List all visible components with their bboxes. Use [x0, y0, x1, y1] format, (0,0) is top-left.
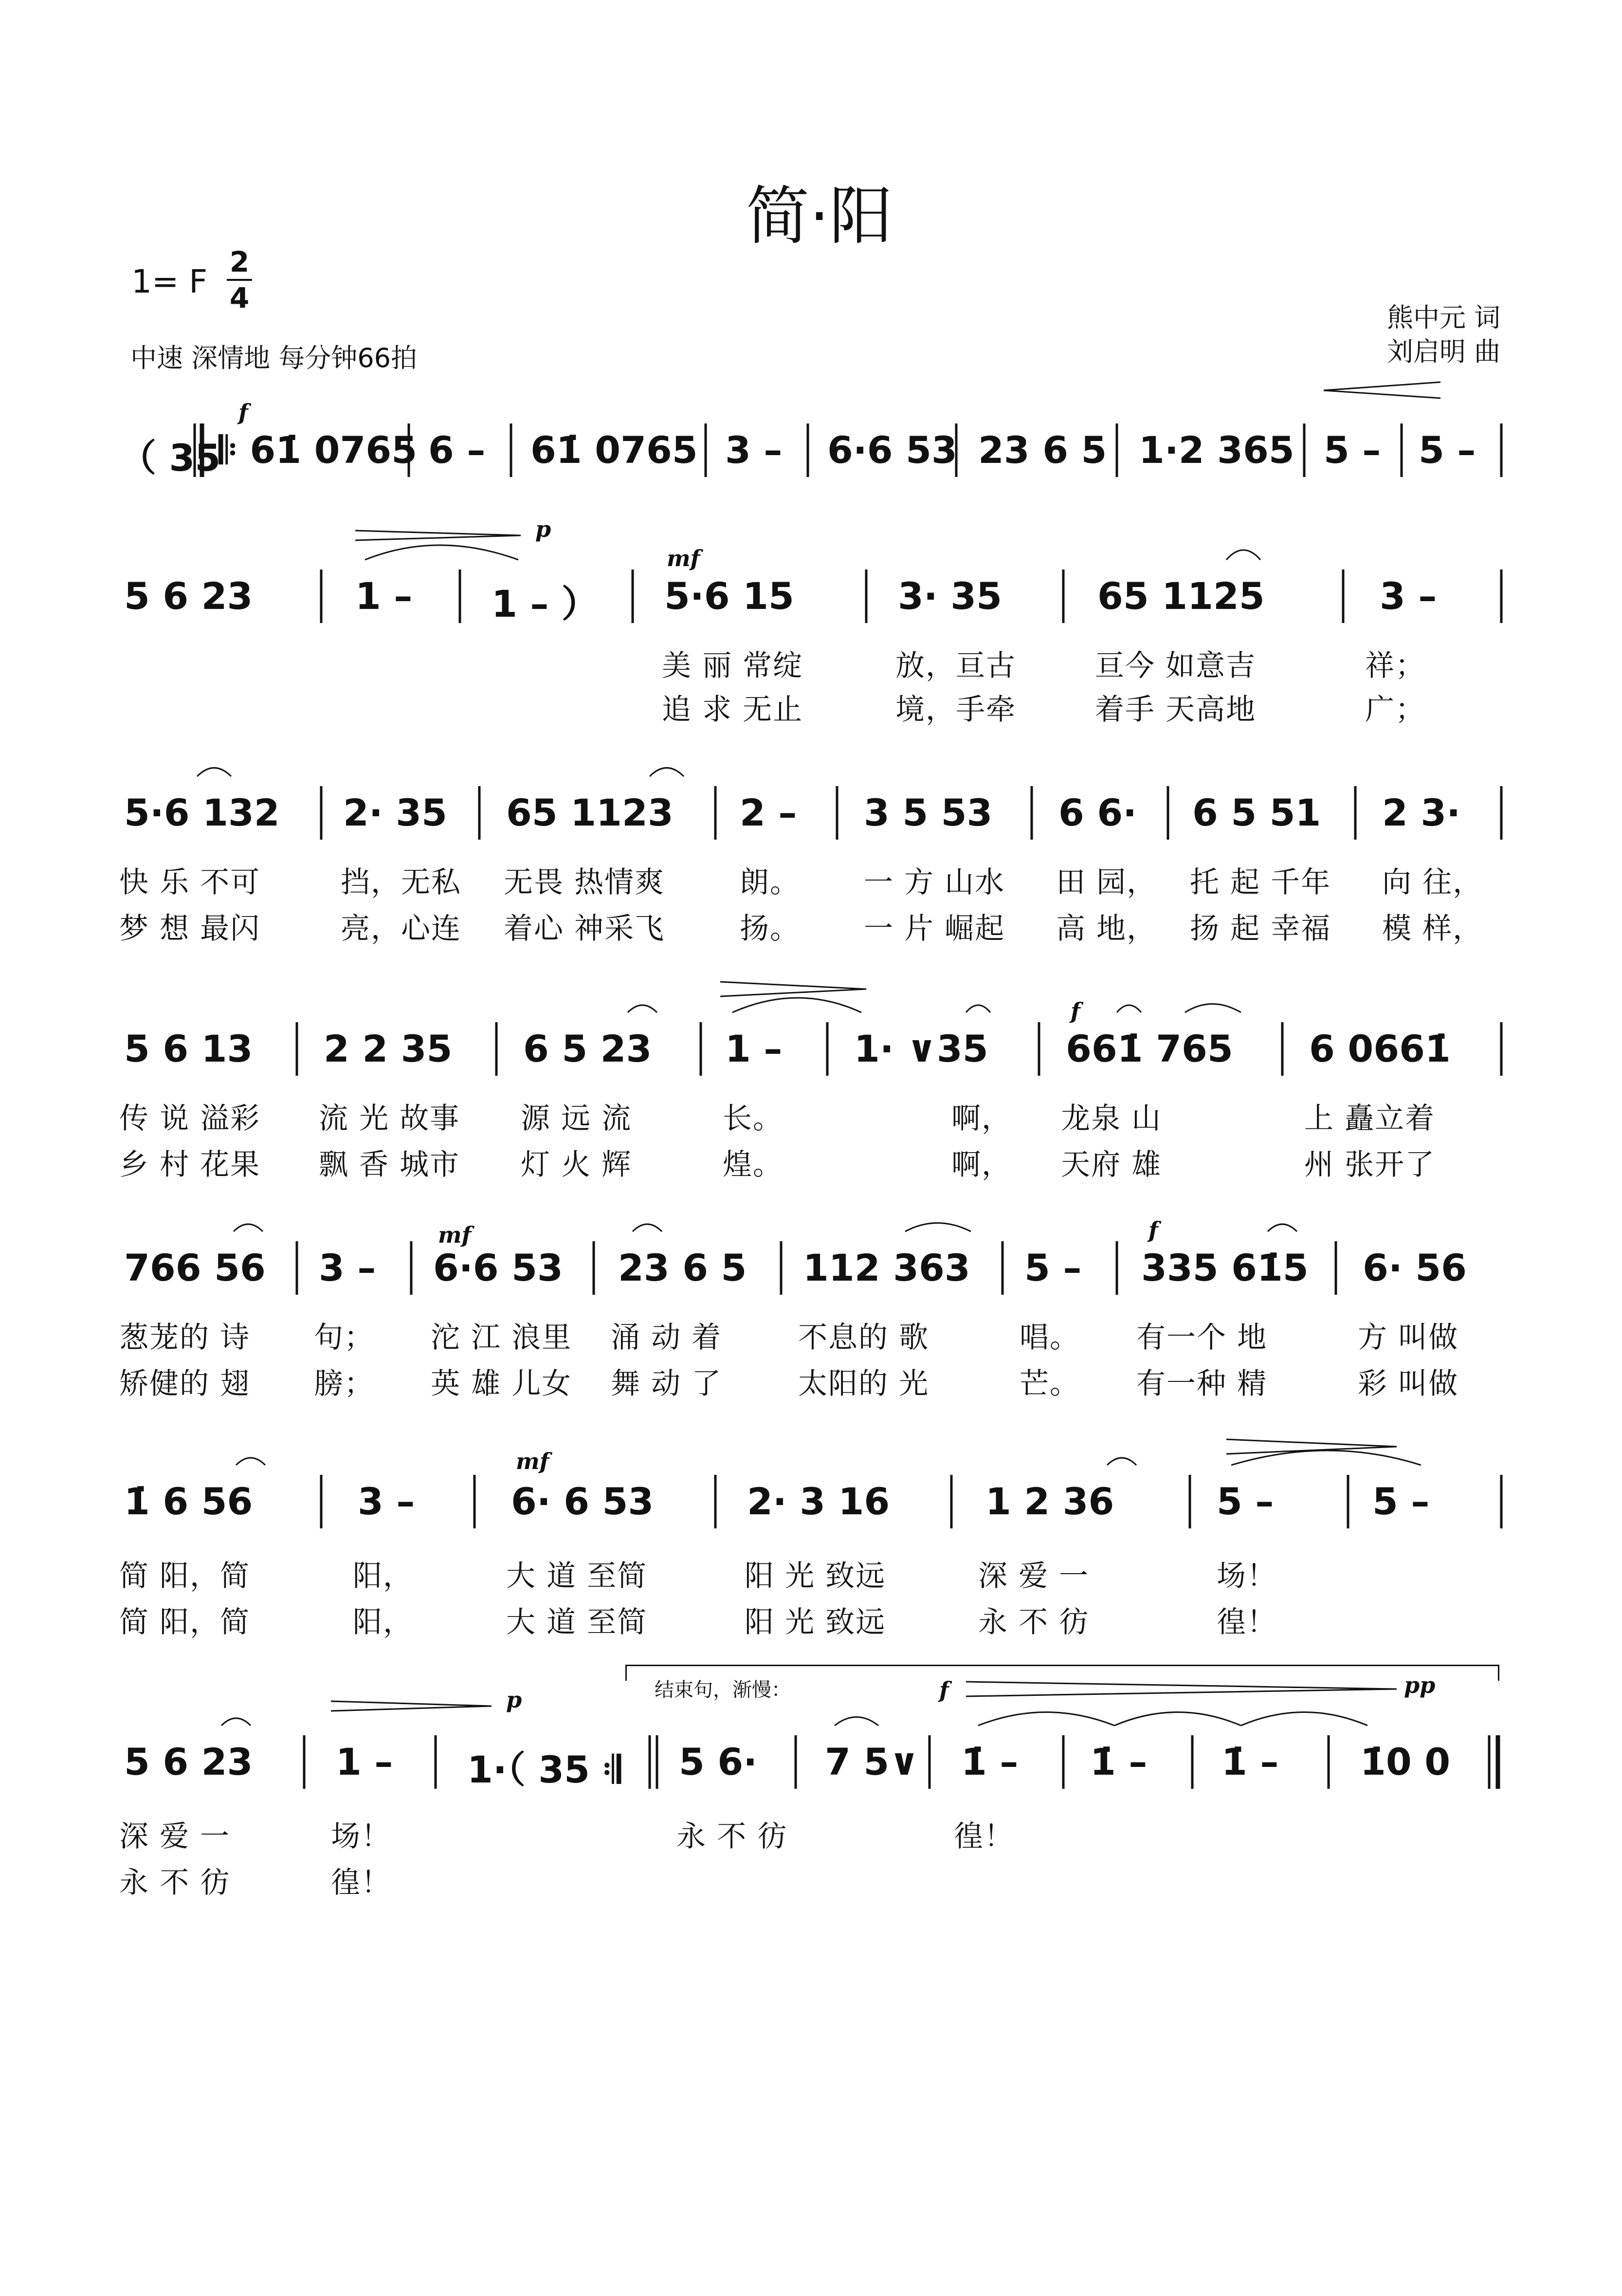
- row7-m2: 1·（ 35 𝄇: [467, 1748, 621, 1791]
- row3-lyric2-5: 高 地，: [1056, 912, 1157, 946]
- row6-lyric1-3: 阳 光 致远: [745, 1559, 886, 1593]
- row6-lyric1-2: 大 道 至简: [506, 1559, 648, 1593]
- dynamic-p: p: [535, 516, 551, 542]
- row7-lyric1-1: 场！: [331, 1819, 391, 1854]
- dynamic-mf-row6: mf: [516, 1448, 549, 1474]
- row4-lyric2-0: 乡 村 花果: [119, 1148, 261, 1182]
- dynamic-f-row5: f: [1148, 1217, 1158, 1243]
- row1-m2: 6 –: [428, 428, 486, 472]
- row6-m2: 6· 6 53: [511, 1480, 654, 1523]
- row2-lyric1-c: 亘今 如意吉: [1095, 649, 1257, 683]
- row4-m4: 1· ∨35: [854, 1027, 988, 1070]
- dynamic-p-row7: p: [506, 1687, 522, 1713]
- row5-m5: 5 –: [1024, 1246, 1082, 1289]
- row7-m7: 1̇ –: [1221, 1740, 1279, 1783]
- row7-lyric1-3: 徨！: [954, 1819, 1014, 1854]
- row7-m1: 1 –: [336, 1740, 393, 1783]
- row5-lyric1-4: 不息的 歌: [798, 1321, 929, 1355]
- row4-lyric2-4: 啊，: [951, 1148, 1012, 1182]
- row2-m4: 3· 35: [898, 574, 1002, 618]
- row4-lyric2-2: 灯 火 辉: [521, 1148, 632, 1182]
- row5-m4: 112 363: [803, 1246, 970, 1289]
- row5-lyric1-2: 沱 江 浪里: [431, 1321, 572, 1355]
- row6-lyric1-1: 阳，: [353, 1559, 413, 1593]
- row2-m6: 3 –: [1380, 574, 1437, 618]
- row3-lyric1-4: 一 方 山水: [864, 865, 1005, 900]
- row3-lyric1-7: 向 往，: [1382, 865, 1483, 900]
- row5-lyric2-7: 彩 叫做: [1358, 1367, 1459, 1401]
- row4-m1: 2 2 35: [324, 1027, 453, 1070]
- row6-lyric2-2: 大 道 至简: [506, 1605, 648, 1639]
- row7-m6: 1̇ –: [1090, 1740, 1148, 1783]
- row1-m0: （ 35: [119, 436, 221, 479]
- row2-m3: 5·6 15: [664, 574, 794, 618]
- row5-lyric1-7: 方 叫做: [1358, 1321, 1459, 1355]
- row5-m2: 6·6 53: [433, 1246, 563, 1289]
- row6-lyric1-4: 深 爱 一: [978, 1559, 1090, 1593]
- row3-lyric2-6: 扬 起 幸福: [1190, 912, 1331, 946]
- row5-lyric2-2: 英 雄 儿女: [431, 1367, 572, 1401]
- row6-lyric2-3: 阳 光 致远: [745, 1605, 886, 1639]
- row2-lyric1-b: 放，亘古: [895, 649, 1016, 683]
- row6-lyric2-0: 简 阳，简: [119, 1605, 251, 1639]
- row3-m3: 2 –: [740, 791, 797, 834]
- row6-lyric2-4: 永 不 彷: [978, 1605, 1090, 1639]
- row1-m9: 5 –: [1419, 428, 1476, 472]
- row4-lyric1-0: 传 说 溢彩: [119, 1102, 261, 1136]
- row6-lyric2-5: 徨！: [1217, 1605, 1277, 1639]
- row4-m6: 6 0661̇: [1309, 1027, 1451, 1070]
- row5-lyric2-4: 太阳的 光: [798, 1367, 929, 1401]
- row4-m0: 5 6 13: [124, 1027, 253, 1070]
- row3-m6: 6 5 51: [1192, 791, 1321, 834]
- row2-lyric2-c: 着手 天高地: [1095, 693, 1257, 727]
- row5-lyric2-1: 膀；: [314, 1367, 374, 1401]
- row7-m0: 5 6 23: [124, 1740, 253, 1783]
- row7-lyric1-0: 深 爱 一: [119, 1819, 231, 1854]
- row1-m8: 5 –: [1324, 428, 1381, 472]
- row2-lyric2-d: 广；: [1365, 693, 1425, 727]
- dynamic-pp: pp: [1404, 1672, 1436, 1698]
- row7-m4: 7 5∨: [825, 1740, 919, 1783]
- row2-m5: 65 1125: [1097, 574, 1265, 618]
- row2-m1: 1 –: [355, 574, 413, 618]
- row1-m5: 6·6 53: [827, 428, 957, 472]
- row6-lyric1-0: 简 阳，简: [119, 1559, 251, 1593]
- dynamic-f-row7: f: [939, 1677, 949, 1703]
- row7-lyric1-2: 永 不 彷: [676, 1819, 788, 1854]
- row1-m7: 1·2 365: [1139, 428, 1294, 472]
- dynamic-f-row4: f: [1071, 998, 1080, 1024]
- row4-lyric1-1: 流 光 故事: [319, 1102, 460, 1136]
- row3-lyric1-6: 托 起 千年: [1190, 865, 1331, 900]
- row7-m3: 5 6·: [679, 1740, 758, 1783]
- row4-lyric1-6: 上 矗立着: [1304, 1102, 1436, 1136]
- key-signature: 1= F: [131, 263, 208, 300]
- row3-lyric2-7: 模 样，: [1382, 912, 1483, 946]
- row4-lyric2-6: 州 张开了: [1304, 1148, 1436, 1182]
- row4-m5: 661̇ 765: [1066, 1027, 1233, 1070]
- row5-lyric2-3: 舞 动 了: [611, 1367, 722, 1401]
- row5-m6: 335 61̇5: [1141, 1246, 1309, 1289]
- row5-m7: 6· 56: [1363, 1246, 1467, 1289]
- row6-lyric2-1: 阳，: [353, 1605, 413, 1639]
- lyricist-credit: 熊中元 词: [1387, 302, 1501, 333]
- row7-m5: 1̇ –: [961, 1740, 1019, 1783]
- tempo-marking: 中速 深情地 每分钟66拍: [130, 343, 418, 373]
- row5-lyric1-5: 唱。: [1020, 1321, 1080, 1355]
- page-title: 简·阳: [746, 179, 893, 253]
- row3-lyric2-0: 梦 想 最闪: [119, 912, 261, 946]
- row3-m4: 3 5 53: [864, 791, 993, 834]
- row5-m3: 23 6 5: [618, 1246, 747, 1289]
- row5-lyric1-0: 葱茏的 诗: [119, 1321, 251, 1355]
- row4-lyric1-5: 龙泉 山: [1061, 1102, 1162, 1136]
- row6-m4: 1 2 36: [985, 1480, 1114, 1523]
- row4-lyric2-5: 天府 雄: [1061, 1148, 1162, 1182]
- time-numerator: 2: [229, 245, 250, 278]
- row6-m6: 5 –: [1372, 1480, 1430, 1523]
- row6-m5: 5 –: [1217, 1480, 1274, 1523]
- row6-lyric1-5: 场！: [1217, 1559, 1277, 1593]
- row3-m2: 65 1123: [506, 791, 674, 834]
- row5-lyric1-6: 有一个 地: [1136, 1321, 1268, 1355]
- row3-lyric1-1: 挡，无私: [341, 865, 461, 900]
- row2-m2: 1 – ）: [492, 582, 599, 625]
- row2-lyric1-a: 美 丽 常绽: [662, 649, 803, 683]
- row1-m1: 𝄆 61̇ 0765: [219, 428, 418, 472]
- row3-lyric2-3: 扬。: [740, 912, 800, 946]
- row5-lyric1-1: 句；: [314, 1321, 374, 1355]
- row3-lyric1-5: 田 园，: [1056, 865, 1157, 900]
- row3-m7: 2 3·: [1382, 791, 1461, 834]
- row5-lyric2-5: 芒。: [1020, 1367, 1080, 1401]
- row7-lyric2-0: 永 不 彷: [119, 1866, 231, 1900]
- row3-lyric1-0: 快 乐 不可: [119, 865, 261, 900]
- row7-m8: 1̇0 0: [1360, 1740, 1451, 1783]
- row5-m1: 3 –: [319, 1246, 376, 1289]
- row2-lyric1-d: 祥；: [1365, 649, 1425, 683]
- row6-m0: 1̇ 6 56: [124, 1480, 253, 1523]
- row1-m4: 3 –: [725, 428, 783, 472]
- row1-m6: 23 6 5: [978, 428, 1107, 472]
- dynamic-mf-row5: mf: [438, 1222, 472, 1248]
- row3-lyric1-2: 无畏 热情爽: [504, 865, 665, 900]
- row3-m1: 2· 35: [343, 791, 447, 834]
- row5-lyric2-0: 矫健的 翅: [119, 1367, 251, 1401]
- row2-lyric2-a: 追 求 无止: [662, 693, 803, 727]
- row2-lyric2-b: 境，手牵: [895, 693, 1016, 727]
- row4-lyric1-4: 啊，: [951, 1102, 1012, 1136]
- dynamic-mf: mf: [667, 545, 700, 571]
- row6-m1: 3 –: [358, 1480, 415, 1523]
- row3-m5: 6 6·: [1058, 791, 1137, 834]
- row7-lyric2-1: 徨！: [331, 1866, 391, 1900]
- row5-m0: 766 56: [124, 1246, 266, 1289]
- row5-lyric2-6: 有一种 精: [1136, 1367, 1268, 1401]
- row5-lyric1-3: 涌 动 着: [611, 1321, 722, 1355]
- row6-m3: 2· 3 16: [747, 1480, 890, 1523]
- row3-lyric2-1: 亮，心连: [341, 912, 461, 946]
- row4-m3: 1 –: [725, 1027, 783, 1070]
- row4-lyric1-2: 源 远 流: [521, 1102, 632, 1136]
- row3-m0: 5·6 132: [124, 791, 280, 834]
- row3-lyric2-2: 着心 神采飞: [504, 912, 665, 946]
- row3-lyric1-3: 朗。: [740, 865, 800, 900]
- dynamic-f: f: [238, 399, 248, 425]
- row4-m2: 6 5 23: [523, 1027, 652, 1070]
- row4-lyric1-3: 长。: [723, 1102, 783, 1136]
- row4-lyric2-1: 飘 香 城市: [319, 1148, 460, 1182]
- row1-m3: 61̇ 0765: [530, 428, 698, 472]
- composer-credit: 刘启明 曲: [1387, 336, 1501, 367]
- row2-m0: 5 6 23: [124, 574, 253, 618]
- row3-lyric2-4: 一 片 崛起: [864, 912, 1005, 946]
- ending-note: 结束句，渐慢：: [655, 1679, 791, 1701]
- time-denominator: 4: [229, 281, 250, 314]
- row4-lyric2-3: 煌。: [723, 1148, 783, 1182]
